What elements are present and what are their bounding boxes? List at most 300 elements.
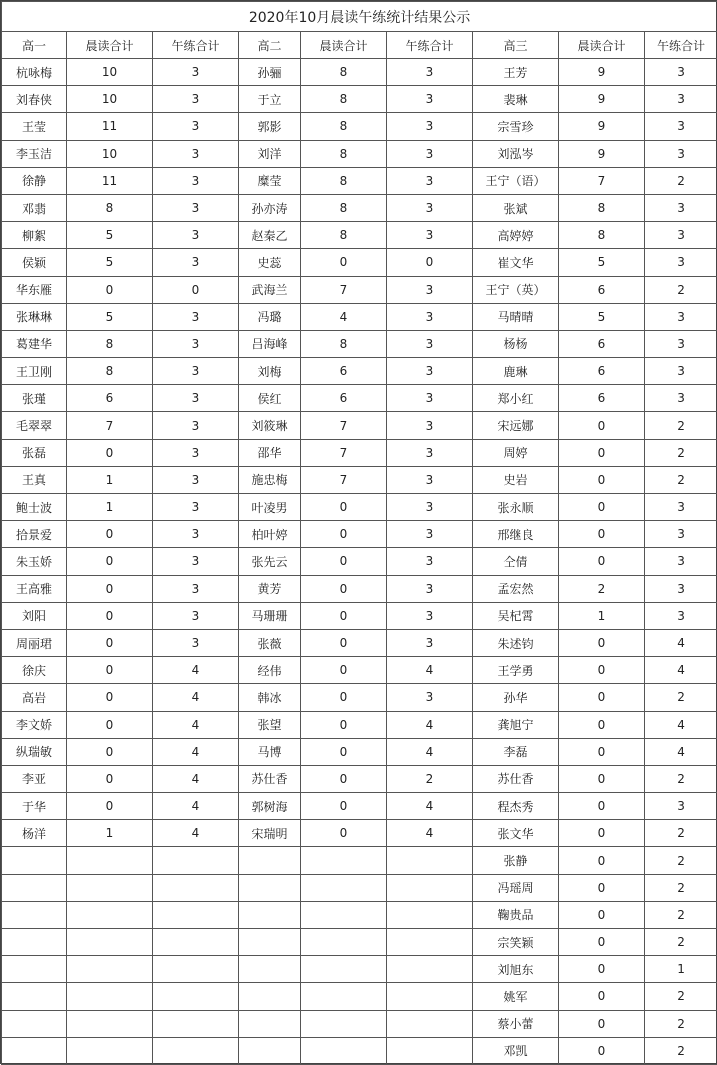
cell-g1-name: 王高雅 [2,575,67,602]
cell-g2-noon: 3 [387,330,473,357]
cell-g1-morning: 0 [67,711,153,738]
cell-g2-morning [301,874,387,901]
cell-g3-morning: 0 [559,901,645,928]
cell-g2-morning: 7 [301,412,387,439]
cell-g3-morning: 9 [559,59,645,86]
cell-g1-morning: 0 [67,765,153,792]
cell-g2-noon: 3 [387,684,473,711]
cell-g1-name: 高岩 [2,684,67,711]
table-row [2,1010,717,1037]
cell-g3-morning: 0 [559,738,645,765]
cell-g1-noon [153,1010,239,1037]
cell-g1-noon: 3 [153,113,239,140]
cell-g1-name: 侯颖 [2,249,67,276]
cell-g3-morning: 0 [559,765,645,792]
cell-g2-name: 施忠梅 [239,466,301,493]
cell-g1-morning: 8 [67,358,153,385]
table-row [2,629,717,656]
cell-g1-noon: 4 [153,793,239,820]
cell-g1-name: 鲍士波 [2,494,67,521]
table-row [2,167,717,194]
cell-g1-noon [153,847,239,874]
cell-g1-morning: 8 [67,330,153,357]
cell-g2-name [239,1010,301,1037]
cell-g1-name [2,929,67,956]
cell-g1-morning: 6 [67,385,153,412]
cell-g2-name: 马博 [239,738,301,765]
cell-g2-morning: 8 [301,86,387,113]
cell-g2-name: 宋瑞明 [239,820,301,847]
cell-g2-morning: 8 [301,194,387,221]
cell-g1-noon: 3 [153,439,239,466]
cell-g1-name [2,1010,67,1037]
cell-g3-noon: 2 [645,983,717,1010]
cell-g2-morning: 8 [301,167,387,194]
cell-g1-name: 纵瑞敏 [2,738,67,765]
cell-g3-morning: 2 [559,575,645,602]
table-row [2,820,717,847]
cell-g1-morning [67,956,153,983]
cell-g1-morning: 11 [67,167,153,194]
cell-g2-morning: 8 [301,140,387,167]
cell-g2-morning [301,901,387,928]
cell-g3-name: 邓凯 [473,1037,559,1064]
cell-g1-name: 拾景爱 [2,521,67,548]
cell-g1-noon: 3 [153,358,239,385]
cell-g1-morning: 10 [67,140,153,167]
cell-g1-morning: 8 [67,194,153,221]
cell-g3-morning: 6 [559,276,645,303]
table-row [2,711,717,738]
cell-g1-name [2,956,67,983]
cell-g3-name: 宋远娜 [473,412,559,439]
cell-g1-name: 朱玉娇 [2,548,67,575]
cell-g3-noon: 3 [645,194,717,221]
cell-g1-noon: 3 [153,548,239,575]
cell-g1-morning: 1 [67,820,153,847]
cell-g3-name: 宗笑颖 [473,929,559,956]
cell-g3-name: 张斌 [473,194,559,221]
cell-g3-morning: 0 [559,521,645,548]
cell-g1-name: 刘阳 [2,602,67,629]
cell-g1-name [2,983,67,1010]
cell-g2-name [239,929,301,956]
cell-g3-name: 张文华 [473,820,559,847]
cell-g2-morning: 0 [301,820,387,847]
cell-g2-name: 邵华 [239,439,301,466]
cell-g2-noon: 3 [387,548,473,575]
table-row [2,657,717,684]
cell-g3-name: 崔文华 [473,249,559,276]
table-row [2,330,717,357]
cell-g3-name: 宗雪珍 [473,113,559,140]
cell-g1-morning: 0 [67,684,153,711]
cell-g2-morning: 0 [301,602,387,629]
cell-g2-morning: 8 [301,113,387,140]
cell-g2-noon: 3 [387,113,473,140]
cell-g2-name: 吕海峰 [239,330,301,357]
cell-g3-morning: 5 [559,249,645,276]
cell-g1-morning: 5 [67,249,153,276]
cell-g1-morning: 0 [67,521,153,548]
table-row [2,738,717,765]
cell-g1-noon: 0 [153,276,239,303]
cell-g2-name: 黄芳 [239,575,301,602]
cell-g1-noon [153,901,239,928]
cell-g2-noon: 3 [387,466,473,493]
cell-g3-noon: 4 [645,657,717,684]
cell-g1-morning: 11 [67,113,153,140]
cell-g3-name: 吴杞霄 [473,602,559,629]
cell-g2-name [239,1037,301,1064]
cell-g3-morning: 7 [559,167,645,194]
cell-g2-morning: 8 [301,222,387,249]
cell-g2-name: 张望 [239,711,301,738]
cell-g2-noon: 0 [387,249,473,276]
table-row [2,358,717,385]
table-row [2,847,717,874]
cell-g1-noon [153,1037,239,1064]
cell-g1-noon: 3 [153,466,239,493]
cell-g1-noon: 3 [153,86,239,113]
cell-g1-noon: 4 [153,820,239,847]
cell-g3-name: 马晴晴 [473,303,559,330]
cell-g3-morning: 1 [559,602,645,629]
cell-g3-name: 程杰秀 [473,793,559,820]
cell-g1-morning: 0 [67,575,153,602]
cell-g2-noon: 4 [387,738,473,765]
cell-g3-noon: 1 [645,956,717,983]
cell-g1-name: 徐静 [2,167,67,194]
cell-g2-morning: 0 [301,684,387,711]
cell-g1-name [2,847,67,874]
cell-g3-noon: 4 [645,738,717,765]
cell-g1-noon: 3 [153,249,239,276]
header-grade3-noon: 午练合计 [645,32,717,59]
cell-g3-name: 蔡小蕾 [473,1010,559,1037]
cell-g2-name [239,956,301,983]
table-row [2,901,717,928]
cell-g1-morning [67,901,153,928]
table-row [2,983,717,1010]
cell-g3-name: 杨杨 [473,330,559,357]
cell-g3-morning: 0 [559,494,645,521]
cell-g3-morning: 0 [559,711,645,738]
cell-g3-morning: 0 [559,439,645,466]
header-grade2: 高二 [239,32,301,59]
cell-g2-name: 冯璐 [239,303,301,330]
cell-g3-noon: 4 [645,629,717,656]
cell-g1-name [2,1037,67,1064]
cell-g3-morning: 9 [559,113,645,140]
cell-g2-name: 侯红 [239,385,301,412]
cell-g2-noon: 4 [387,657,473,684]
cell-g1-morning: 0 [67,602,153,629]
cell-g3-name: 刘泓岑 [473,140,559,167]
cell-g2-noon: 3 [387,602,473,629]
cell-g1-name: 毛翠翠 [2,412,67,439]
cell-g1-name: 柳絮 [2,222,67,249]
cell-g2-morning: 0 [301,575,387,602]
cell-g2-name: 刘筱琳 [239,412,301,439]
cell-g1-noon: 3 [153,330,239,357]
cell-g2-noon: 4 [387,711,473,738]
cell-g2-noon [387,983,473,1010]
cell-g1-morning: 5 [67,222,153,249]
cell-g2-name [239,847,301,874]
cell-g3-name: 孟宏然 [473,575,559,602]
header-grade2-morning: 晨读合计 [301,32,387,59]
cell-g2-noon: 3 [387,412,473,439]
header-grade3: 高三 [473,32,559,59]
cell-g3-name: 王学勇 [473,657,559,684]
cell-g1-name: 刘春侠 [2,86,67,113]
cell-g3-noon: 2 [645,1010,717,1037]
cell-g3-noon: 3 [645,358,717,385]
cell-g2-name: 郭树海 [239,793,301,820]
cell-g3-noon: 3 [645,494,717,521]
cell-g2-morning: 0 [301,711,387,738]
cell-g2-noon: 3 [387,86,473,113]
cell-g2-noon [387,901,473,928]
cell-g3-morning: 0 [559,929,645,956]
cell-g3-morning: 0 [559,466,645,493]
cell-g2-name: 张薇 [239,629,301,656]
cell-g3-name: 冯瑶周 [473,874,559,901]
cell-g3-noon: 2 [645,874,717,901]
cell-g1-morning [67,1037,153,1064]
table-row [2,466,717,493]
cell-g1-noon: 3 [153,602,239,629]
cell-g3-morning: 0 [559,548,645,575]
cell-g1-name: 李文娇 [2,711,67,738]
cell-g2-morning: 6 [301,385,387,412]
cell-g3-noon: 2 [645,820,717,847]
cell-g2-noon: 3 [387,167,473,194]
table-row [2,494,717,521]
cell-g1-morning [67,874,153,901]
cell-g1-morning: 0 [67,657,153,684]
cell-g1-noon: 3 [153,222,239,249]
cell-g3-noon: 2 [645,901,717,928]
cell-g2-morning: 8 [301,330,387,357]
cell-g1-morning: 0 [67,439,153,466]
cell-g2-noon [387,1010,473,1037]
cell-g3-name: 王宁（语） [473,167,559,194]
cell-g2-noon: 3 [387,59,473,86]
table-row [2,59,717,86]
cell-g1-noon: 3 [153,303,239,330]
cell-g3-morning: 0 [559,412,645,439]
cell-g2-noon [387,874,473,901]
cell-g3-name: 姚军 [473,983,559,1010]
cell-g1-name: 邓翡 [2,194,67,221]
cell-g3-morning: 0 [559,1037,645,1064]
cell-g3-name: 仝倩 [473,548,559,575]
table-row [2,765,717,792]
cell-g1-morning [67,929,153,956]
header-grade1: 高一 [2,32,67,59]
cell-g3-noon: 2 [645,847,717,874]
cell-g2-noon: 3 [387,140,473,167]
cell-g2-name: 孙亦涛 [239,194,301,221]
table-row [2,276,717,303]
cell-g1-noon [153,983,239,1010]
cell-g3-name: 龚旭宁 [473,711,559,738]
cell-g2-morning: 0 [301,494,387,521]
cell-g2-name: 韩冰 [239,684,301,711]
table-row [2,548,717,575]
cell-g1-noon: 3 [153,385,239,412]
cell-g2-name [239,901,301,928]
cell-g2-name: 刘梅 [239,358,301,385]
cell-g3-noon: 3 [645,548,717,575]
cell-g3-morning: 0 [559,657,645,684]
cell-g2-morning [301,983,387,1010]
cell-g1-noon: 3 [153,629,239,656]
cell-g1-morning: 0 [67,548,153,575]
cell-g1-noon [153,929,239,956]
cell-g2-morning: 0 [301,521,387,548]
cell-g1-noon [153,874,239,901]
cell-g1-noon: 3 [153,521,239,548]
cell-g1-name: 华东雁 [2,276,67,303]
cell-g2-morning: 7 [301,439,387,466]
cell-g2-name: 叶凌男 [239,494,301,521]
cell-g3-morning: 0 [559,1010,645,1037]
cell-g2-noon: 4 [387,793,473,820]
cell-g2-morning [301,956,387,983]
cell-g1-noon [153,956,239,983]
cell-g1-morning: 10 [67,86,153,113]
cell-g1-noon: 3 [153,575,239,602]
table-row [2,521,717,548]
cell-g2-morning: 7 [301,466,387,493]
cell-g2-name: 赵秦乙 [239,222,301,249]
cell-g2-name: 于立 [239,86,301,113]
table-row [2,222,717,249]
table-title: 2020年10月晨读午练统计结果公示 [2,2,717,32]
cell-g3-name: 朱述钧 [473,629,559,656]
cell-g1-name [2,901,67,928]
cell-g2-noon: 3 [387,303,473,330]
cell-g1-noon: 4 [153,684,239,711]
cell-g2-name: 孙骊 [239,59,301,86]
cell-g3-morning: 0 [559,820,645,847]
cell-g1-morning: 1 [67,466,153,493]
cell-g3-morning: 8 [559,194,645,221]
cell-g3-noon: 2 [645,276,717,303]
cell-g2-noon [387,956,473,983]
cell-g1-name: 张琳琳 [2,303,67,330]
cell-g2-noon: 3 [387,521,473,548]
table-row [2,929,717,956]
cell-g1-name: 杭咏梅 [2,59,67,86]
cell-g3-name: 史岩 [473,466,559,493]
header-grade1-morning: 晨读合计 [67,32,153,59]
cell-g3-name: 张静 [473,847,559,874]
cell-g3-morning: 6 [559,358,645,385]
cell-g2-name: 郭影 [239,113,301,140]
cell-g2-name: 张先云 [239,548,301,575]
cell-g1-name: 李玉洁 [2,140,67,167]
cell-g3-morning: 0 [559,629,645,656]
cell-g2-noon [387,847,473,874]
cell-g3-noon: 3 [645,140,717,167]
table-row [2,194,717,221]
cell-g3-noon: 3 [645,249,717,276]
cell-g2-name [239,874,301,901]
cell-g3-morning: 0 [559,684,645,711]
cell-g2-morning: 0 [301,793,387,820]
cell-g3-noon: 3 [645,521,717,548]
cell-g3-morning: 6 [559,385,645,412]
cell-g2-morning [301,1037,387,1064]
cell-g3-name: 邢继良 [473,521,559,548]
cell-g1-morning: 0 [67,276,153,303]
cell-g3-name: 张永顺 [473,494,559,521]
cell-g1-morning [67,1010,153,1037]
cell-g2-name: 糜莹 [239,167,301,194]
cell-g1-morning [67,847,153,874]
cell-g3-noon: 2 [645,466,717,493]
cell-g2-morning [301,847,387,874]
cell-g1-morning: 10 [67,59,153,86]
cell-g1-name: 王卫刚 [2,358,67,385]
table-row [2,956,717,983]
header-grade1-noon: 午练合计 [153,32,239,59]
cell-g3-name: 郑小红 [473,385,559,412]
cell-g1-name: 杨洋 [2,820,67,847]
cell-g2-noon [387,1037,473,1064]
cell-g2-name: 柏叶婷 [239,521,301,548]
cell-g2-morning: 0 [301,548,387,575]
cell-g3-noon: 3 [645,330,717,357]
cell-g1-name: 葛建华 [2,330,67,357]
table-row [2,303,717,330]
cell-g3-noon: 3 [645,86,717,113]
cell-g1-noon: 4 [153,738,239,765]
table-row [2,249,717,276]
cell-g1-noon: 3 [153,412,239,439]
cell-g2-morning: 4 [301,303,387,330]
cell-g2-morning: 7 [301,276,387,303]
cell-g3-noon: 3 [645,303,717,330]
cell-g2-morning: 0 [301,629,387,656]
cell-g3-morning: 8 [559,222,645,249]
cell-g3-morning: 5 [559,303,645,330]
cell-g3-name: 鞠贵品 [473,901,559,928]
cell-g1-noon: 3 [153,140,239,167]
cell-g3-noon: 3 [645,222,717,249]
cell-g1-name: 徐庆 [2,657,67,684]
cell-g1-name: 王真 [2,466,67,493]
cell-g1-name: 张磊 [2,439,67,466]
table-row [2,684,717,711]
table-row [2,385,717,412]
cell-g2-morning: 0 [301,765,387,792]
cell-g3-morning: 0 [559,983,645,1010]
cell-g3-name: 刘旭东 [473,956,559,983]
cell-g2-noon: 3 [387,439,473,466]
cell-g3-noon: 2 [645,929,717,956]
cell-g2-name: 苏仕香 [239,765,301,792]
cell-g1-morning: 0 [67,629,153,656]
table-row [2,602,717,629]
table-row [2,140,717,167]
cell-g3-noon: 2 [645,439,717,466]
cell-g3-noon: 2 [645,765,717,792]
